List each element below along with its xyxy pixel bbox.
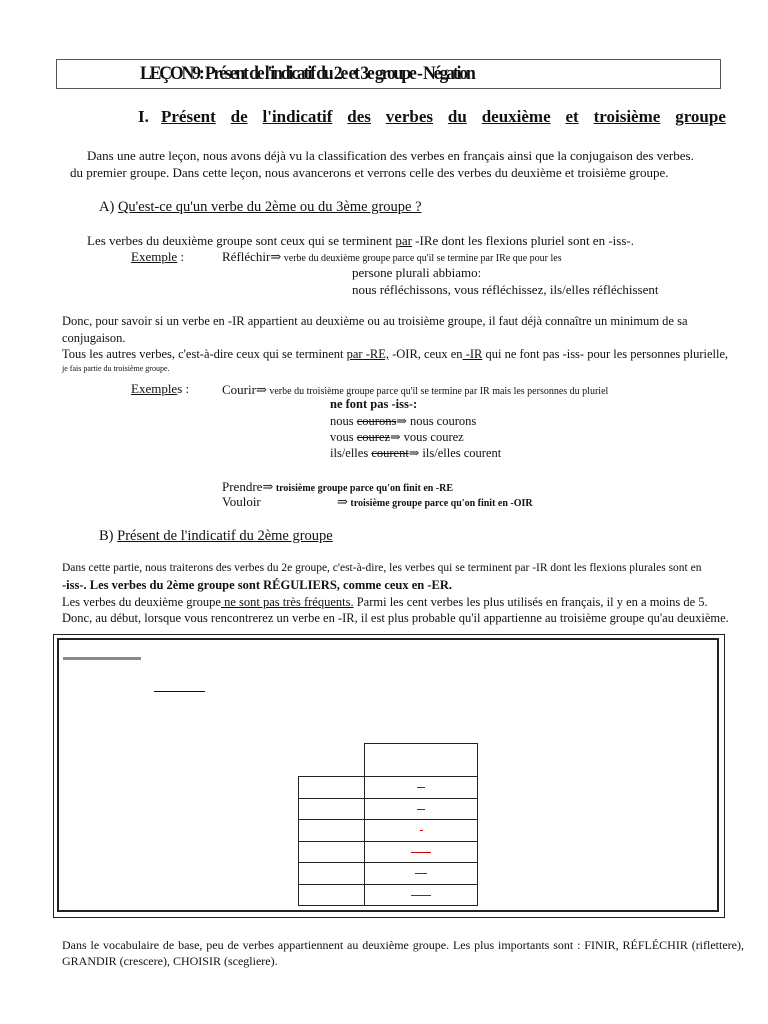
table-row bbox=[299, 798, 478, 820]
red-dash-mark bbox=[417, 787, 425, 788]
conjugation-table bbox=[298, 743, 478, 906]
table-cell-pronoun bbox=[299, 884, 365, 906]
vouloir-note: troisième groupe parce qu'on finit en -OIR bbox=[347, 498, 533, 509]
section-1-number: I. bbox=[138, 107, 149, 126]
table-row bbox=[299, 841, 478, 863]
arrow-icon: ⇒ bbox=[262, 479, 274, 494]
intro-line-2: du premier groupe. Dans cette leçon, nous avancerons et verrons celle des verbes du deuxième et troisième groupe. bbox=[70, 165, 669, 180]
lesson-title: LEÇON9: Présent de l'indicatif du 2e et 3e groupe - Négation bbox=[140, 63, 474, 84]
prendre-note: troisième groupe parce qu'on finit en -RE bbox=[273, 483, 454, 494]
tous-ir: -IR bbox=[462, 347, 483, 361]
section-1-word: deuxième bbox=[481, 107, 551, 126]
p2-text-1: Les verbes du deuxième groupe bbox=[62, 595, 221, 609]
conj-vous bbox=[330, 429, 464, 445]
section-a-label: A) bbox=[99, 199, 115, 215]
vouloir-note-line bbox=[337, 493, 533, 511]
arrow-icon: ⇒ bbox=[337, 494, 348, 509]
table-cell-form bbox=[365, 841, 478, 863]
example-line-2: persone plurali abbiamo: bbox=[352, 265, 482, 280]
section-1-word: et bbox=[565, 107, 579, 126]
table-cell-form bbox=[365, 798, 478, 820]
table-cell-form bbox=[365, 884, 478, 906]
vous-pronoun: vous bbox=[330, 430, 357, 444]
small-note: je fais partie du troisième groupe. bbox=[62, 364, 170, 373]
table-cell-form bbox=[365, 820, 478, 842]
ils-correct: ils/elles courent bbox=[419, 446, 502, 460]
table-cell-pronoun bbox=[299, 798, 365, 820]
arrow-icon: ⇒ bbox=[270, 249, 282, 264]
ne-font-pas: ne font pas -iss-: bbox=[330, 397, 418, 411]
tous-text-1: Tous les autres verbes, c'est-à-dire ceux qui se terminent bbox=[62, 347, 347, 361]
section-b-p1b: -iss-. Les verbes du 2ème groupe sont RÉGULIERS, comme ceux en -ER. bbox=[62, 578, 453, 592]
vouloir-verb: Vouloir bbox=[222, 494, 261, 509]
table-header-blank bbox=[299, 744, 365, 777]
example-reflechir bbox=[222, 248, 562, 266]
table-cell-pronoun bbox=[299, 841, 365, 863]
intro-line-1: Dans une autre leçon, nous avons déjà vu la classification des verbes en français ainsi que la conjugaison des verbes. bbox=[87, 148, 694, 163]
courir-verb: Courir bbox=[222, 382, 256, 397]
p2-underlined: ne sont pas très fréquents. bbox=[220, 595, 354, 609]
example-label-text: Exemple bbox=[131, 249, 178, 264]
nous-wrong: courons bbox=[356, 414, 397, 428]
section-1-word: verbes bbox=[385, 107, 434, 126]
table-header-row bbox=[299, 744, 478, 777]
rule-text-1: Les verbes du deuxième groupe sont ceux qui se terminent bbox=[87, 233, 396, 248]
table-header-cell bbox=[365, 744, 478, 777]
table-row bbox=[299, 884, 478, 906]
donc-line-1: Donc, pour savoir si un verbe en -IR appartient au deuxième ou au troisième groupe, il faut déjà connaître un minimum de sa bbox=[62, 314, 688, 328]
example-line-3: nous réfléchissons, vous réfléchissez, ils/elles réfléchissent bbox=[352, 282, 659, 297]
table-cell-form bbox=[365, 863, 478, 885]
table-cell-pronoun bbox=[299, 820, 365, 842]
section-b-label: B) bbox=[99, 528, 114, 544]
section-b-p2 bbox=[62, 595, 708, 610]
arrow-icon: ⇒ bbox=[390, 430, 401, 444]
section-1-word: Présent bbox=[161, 107, 216, 126]
second-group-rule bbox=[87, 233, 634, 249]
p2-text-2: Parmi les cent verbes les plus utilisés en français, il y en a moins de 5. bbox=[353, 595, 708, 609]
table-row bbox=[299, 777, 478, 799]
exemples-s: s bbox=[177, 381, 183, 396]
section-1-word: troisième bbox=[593, 107, 661, 126]
exemples-colon: : bbox=[182, 381, 190, 396]
example-verb: Réfléchir bbox=[222, 249, 271, 264]
section-b-heading bbox=[99, 528, 333, 545]
vous-wrong: courez bbox=[356, 430, 391, 444]
exemples-label-text: Exemple bbox=[131, 381, 178, 396]
example-colon: : bbox=[177, 249, 185, 264]
arrow-icon: ⇒ bbox=[255, 382, 267, 397]
courir-note: verbe du troisième groupe parce qu'il se termine par IR mais les personnes du pluriel bbox=[266, 386, 609, 397]
table-row bbox=[299, 863, 478, 885]
tous-oir: -OIR, ceux en bbox=[388, 347, 463, 361]
tous-text-2: qui ne font pas -iss- pour les personnes plurielle, bbox=[482, 347, 729, 361]
tous-par: par bbox=[346, 347, 363, 361]
section-1-word: du bbox=[447, 107, 467, 126]
example-label bbox=[131, 249, 184, 265]
black-rule bbox=[154, 691, 205, 692]
table-cell-form bbox=[365, 777, 478, 799]
section-1-word: des bbox=[347, 107, 371, 126]
section-a-title: Qu'est-ce qu'un verbe du 2ème ou du 3ème groupe ? bbox=[117, 199, 422, 215]
table-cell-pronoun bbox=[299, 777, 365, 799]
section-1-title bbox=[161, 107, 726, 127]
prendre-verb: Prendre bbox=[222, 479, 263, 494]
vous-correct: vous courez bbox=[400, 430, 464, 444]
section-b-p1a: Dans cette partie, nous traiterons des verbes du 2e groupe, c'est-à-dire, les verbes qui se terminent par -IR dont les flexions plurales sont en bbox=[62, 562, 702, 574]
section-b-p3: Donc, au début, lorsque vous rencontrerez un verbe en -IR, il est plus probable qu'il appartienne au troisième groupe qu'au deuxième. bbox=[62, 611, 729, 625]
tous-re: -RE, bbox=[362, 347, 389, 361]
rule-text-2: -IRe dont les flexions pluriel sont en -iss-. bbox=[411, 233, 634, 248]
arrow-icon: ⇒ bbox=[408, 446, 420, 460]
example-note: verbe du deuxième groupe parce qu'il se termine par IRe que pour les bbox=[281, 253, 562, 264]
conj-nous bbox=[330, 413, 476, 429]
arrow-icon: ⇒ bbox=[396, 414, 407, 428]
ils-wrong: courent bbox=[371, 446, 409, 460]
exemples-label bbox=[131, 381, 189, 397]
section-b-title: Présent de l'indicatif du 2ème groupe bbox=[117, 528, 333, 544]
red-dash-mark bbox=[417, 809, 425, 810]
conj-ils bbox=[330, 445, 501, 461]
table-cell-pronoun bbox=[299, 863, 365, 885]
nous-correct: nous courons bbox=[406, 414, 477, 428]
gray-rule bbox=[63, 657, 141, 660]
section-1-word: groupe bbox=[675, 107, 726, 126]
ils-pronoun: ils/elles bbox=[330, 446, 372, 460]
tous-les-autres bbox=[62, 347, 728, 362]
rule-par: par bbox=[395, 233, 412, 248]
red-dash-mark bbox=[411, 895, 431, 896]
section-a-heading bbox=[99, 199, 422, 216]
section-1-word: l'indicatif bbox=[262, 107, 333, 126]
nous-pronoun: nous bbox=[330, 414, 357, 428]
section-1-word: de bbox=[230, 107, 248, 126]
footer-paragraph: Dans le vocabulaire de base, peu de verbes appartiennent au deuxième groupe. Les plus importants sont : FINIR, RÉFLÉCHIR (riflettere), GRANDIR (crescere), CHOISIR (scegliere). bbox=[62, 938, 744, 968]
table-row bbox=[299, 820, 478, 842]
red-dash-mark bbox=[420, 830, 423, 831]
donc-line-2: conjugaison. bbox=[62, 331, 126, 345]
red-dash-mark bbox=[415, 873, 427, 874]
red-dash-mark bbox=[411, 852, 431, 853]
